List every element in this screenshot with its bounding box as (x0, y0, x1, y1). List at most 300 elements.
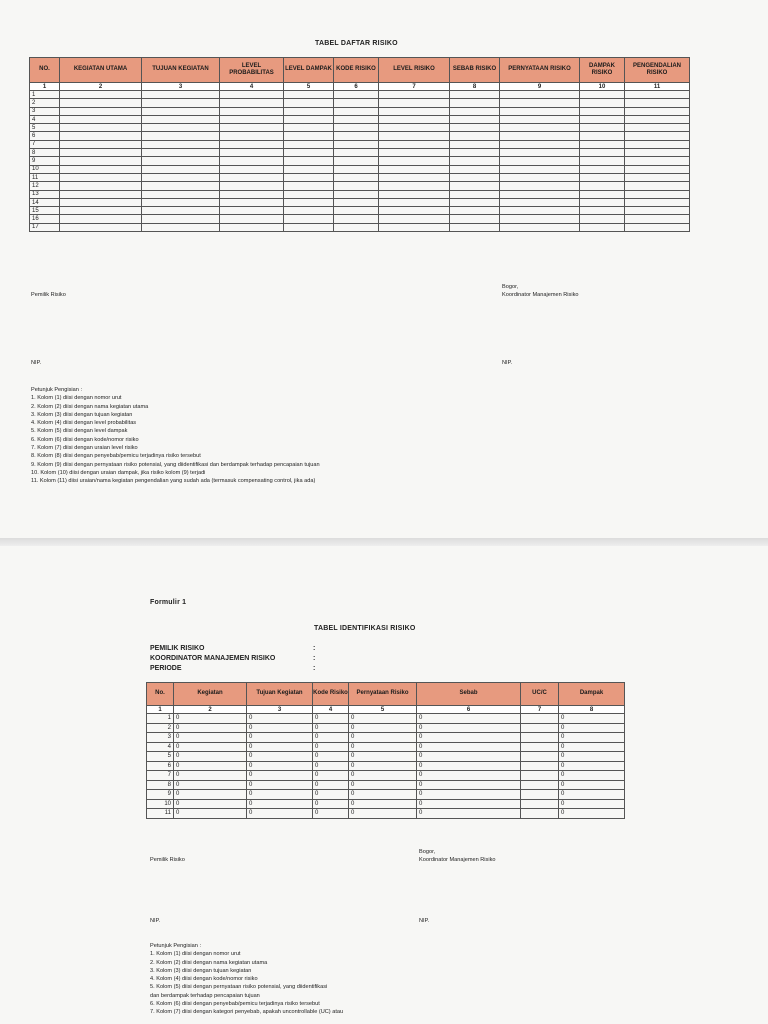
empty-cell (220, 107, 284, 115)
empty-cell (60, 182, 142, 190)
cell-value: 0 (174, 790, 247, 800)
instructions (150, 942, 343, 1017)
header-tujuan-kegiatan: Tujuan Kegiatan (247, 683, 313, 706)
empty-cell (580, 107, 625, 115)
empty-cell (521, 714, 559, 724)
col-number: 6 (417, 706, 521, 714)
empty-cell (334, 149, 379, 157)
cell-value: 0 (417, 733, 521, 743)
empty-cell (284, 107, 334, 115)
table-row (30, 115, 690, 123)
cell-value: 0 (247, 799, 313, 809)
row-number: 11 (147, 809, 174, 819)
empty-cell (580, 207, 625, 215)
nip-coordinator: NIP. (419, 918, 430, 924)
empty-cell (625, 215, 690, 223)
empty-cell (60, 107, 142, 115)
cell-value: 0 (247, 714, 313, 724)
row-number: 7 (30, 140, 60, 148)
empty-cell (625, 190, 690, 198)
table-row (147, 723, 625, 733)
empty-cell (625, 132, 690, 140)
empty-cell (142, 207, 220, 215)
risk-register-table (29, 57, 690, 232)
empty-cell (521, 752, 559, 762)
empty-cell (500, 157, 580, 165)
empty-cell (379, 149, 450, 157)
empty-cell (580, 198, 625, 206)
cell-value: 0 (247, 752, 313, 762)
empty-cell (379, 198, 450, 206)
empty-cell (500, 140, 580, 148)
cell-value: 0 (174, 723, 247, 733)
page-separator (0, 538, 768, 546)
empty-cell (284, 157, 334, 165)
empty-cell (284, 91, 334, 99)
cell-value: 0 (313, 742, 349, 752)
cell-value: 0 (349, 723, 417, 733)
empty-cell (450, 215, 500, 223)
table-row (30, 99, 690, 107)
instruction-line: 5. Kolom (5) diisi dengan level dampak (31, 428, 128, 435)
empty-cell (450, 223, 500, 231)
cell-value: 0 (313, 761, 349, 771)
signature-coordinator-label: Koordinator Manajemen Risiko (419, 857, 496, 863)
table-row (30, 198, 690, 206)
header-kode-risiko: Kode Risiko (313, 683, 349, 706)
cell-value: 0 (349, 771, 417, 781)
empty-cell (284, 165, 334, 173)
header-level-probabilitas: LEVEL PROBABILITAS (220, 58, 284, 83)
empty-cell (60, 215, 142, 223)
table-row (30, 140, 690, 148)
cell-value: 0 (349, 780, 417, 790)
empty-cell (220, 124, 284, 132)
empty-cell (60, 173, 142, 181)
cell-value: 0 (313, 752, 349, 762)
cell-value: 0 (417, 799, 521, 809)
table-row (30, 91, 690, 99)
empty-cell (580, 157, 625, 165)
empty-cell (334, 140, 379, 148)
empty-cell (580, 140, 625, 148)
empty-cell (500, 182, 580, 190)
col-number: 3 (247, 706, 313, 714)
empty-cell (220, 140, 284, 148)
cell-value: 0 (313, 780, 349, 790)
empty-cell (142, 132, 220, 140)
row-number: 4 (147, 742, 174, 752)
empty-cell (334, 165, 379, 173)
empty-cell (284, 190, 334, 198)
empty-cell (625, 173, 690, 181)
col-number: 5 (349, 706, 417, 714)
row-number: 14 (30, 198, 60, 206)
instruction-line: 2. Kolom (2) diisi dengan nama kegiatan utama (150, 959, 268, 966)
empty-cell (334, 198, 379, 206)
empty-cell (142, 140, 220, 148)
empty-cell (142, 124, 220, 132)
empty-cell (284, 198, 334, 206)
table-row (147, 752, 625, 762)
empty-cell (334, 99, 379, 107)
table-title: TABEL IDENTIFIKASI RISIKO (314, 625, 416, 632)
page-identifikasi-risiko (0, 546, 768, 1024)
empty-cell (334, 182, 379, 190)
empty-cell (625, 91, 690, 99)
cell-value: 0 (559, 714, 625, 724)
empty-cell (580, 173, 625, 181)
table-row (30, 173, 690, 181)
empty-cell (450, 173, 500, 181)
header-pernyataan-risiko: PERNYATAAN RISIKO (500, 58, 580, 83)
empty-cell (521, 780, 559, 790)
instructions-title: Petunjuk Pengisian : (150, 943, 201, 949)
row-number: 1 (147, 714, 174, 724)
empty-cell (142, 215, 220, 223)
instruction-line: 5. Kolom (5) diisi dengan pernyataan risiko potensial, yang diidentifikasi (150, 984, 328, 991)
cell-value: 0 (349, 752, 417, 762)
instruction-line: 1. Kolom (1) diisi dengan nomor urut (31, 395, 122, 402)
table-row (30, 182, 690, 190)
cell-value: 0 (247, 723, 313, 733)
empty-cell (142, 182, 220, 190)
col-number: 1 (147, 706, 174, 714)
instruction-line: 8. Kolom (8) diisi dengan penyebab/pemicu terjadinya risiko tersebut (31, 453, 201, 460)
field-separator: : (313, 645, 316, 652)
cell-value: 0 (417, 780, 521, 790)
col-number: 7 (521, 706, 559, 714)
row-number: 1 (30, 91, 60, 99)
header-level-risiko: LEVEL RISIKO (379, 58, 450, 83)
instruction-line: 10. Kolom (10) diisi dengan uraian dampak, jika risiko kolom (9) terjadi (31, 469, 206, 476)
cell-value: 0 (174, 771, 247, 781)
empty-cell (60, 165, 142, 173)
cell-value: 0 (559, 742, 625, 752)
row-number: 17 (30, 223, 60, 231)
empty-cell (500, 223, 580, 231)
empty-cell (450, 99, 500, 107)
empty-cell (500, 207, 580, 215)
empty-cell (142, 190, 220, 198)
instruction-line: 7. Kolom (7) diisi dengan uraian level risiko (31, 445, 138, 452)
empty-cell (521, 742, 559, 752)
cell-value: 0 (417, 790, 521, 800)
empty-cell (500, 165, 580, 173)
empty-cell (521, 790, 559, 800)
row-number: 2 (147, 723, 174, 733)
col-number: 11 (625, 83, 690, 91)
col-number: 3 (142, 83, 220, 91)
header-kegiatan-utama: KEGIATAN UTAMA (60, 58, 142, 83)
table-row (147, 733, 625, 743)
cell-value: 0 (559, 733, 625, 743)
empty-cell (220, 149, 284, 157)
form-label: Formulir 1 (150, 599, 187, 606)
row-number: 9 (147, 790, 174, 800)
empty-cell (284, 115, 334, 123)
cell-value: 0 (417, 714, 521, 724)
empty-cell (60, 132, 142, 140)
empty-cell (284, 149, 334, 157)
empty-cell (625, 223, 690, 231)
cell-value: 0 (417, 809, 521, 819)
empty-cell (580, 182, 625, 190)
instruction-line: 1. Kolom (1) diisi dengan nomor urut (150, 951, 241, 958)
cell-value: 0 (559, 771, 625, 781)
table-row (147, 809, 625, 819)
table-row (147, 742, 625, 752)
empty-cell (60, 124, 142, 132)
row-number: 11 (30, 173, 60, 181)
cell-value: 0 (247, 780, 313, 790)
empty-cell (60, 149, 142, 157)
table-row (30, 207, 690, 215)
cell-value: 0 (349, 761, 417, 771)
row-number: 12 (30, 182, 60, 190)
table-row (147, 790, 625, 800)
cell-value: 0 (313, 723, 349, 733)
empty-cell (500, 91, 580, 99)
row-number: 2 (30, 99, 60, 107)
field-separator: : (313, 655, 316, 662)
header-tujuan-kegiatan: TUJUAN KEGIATAN (142, 58, 220, 83)
cell-value: 0 (559, 809, 625, 819)
empty-cell (284, 182, 334, 190)
empty-cell (625, 198, 690, 206)
empty-cell (500, 124, 580, 132)
cell-value: 0 (174, 780, 247, 790)
empty-cell (220, 91, 284, 99)
instruction-line: 11. Kolom (11) diisi uraian/nama kegiatan pengendalian yang sudah ada (termasuk compensating control, jika ada) (31, 478, 316, 485)
cell-value: 0 (559, 790, 625, 800)
cell-value: 0 (559, 761, 625, 771)
table-row (30, 124, 690, 132)
cell-value: 0 (417, 752, 521, 762)
empty-cell (625, 124, 690, 132)
empty-cell (220, 115, 284, 123)
empty-cell (580, 115, 625, 123)
empty-cell (220, 173, 284, 181)
empty-cell (142, 198, 220, 206)
empty-cell (334, 207, 379, 215)
empty-cell (284, 207, 334, 215)
empty-cell (450, 207, 500, 215)
empty-cell (450, 124, 500, 132)
table-row (147, 714, 625, 724)
table-title: TABEL DAFTAR RISIKO (315, 40, 398, 47)
col-number: 6 (334, 83, 379, 91)
empty-cell (60, 140, 142, 148)
header-dampak-risiko: DAMPAK RISIKO (580, 58, 625, 83)
table-row (147, 799, 625, 809)
empty-cell (625, 207, 690, 215)
empty-cell (625, 140, 690, 148)
row-number: 6 (147, 761, 174, 771)
col-number: 7 (379, 83, 450, 91)
empty-cell (379, 132, 450, 140)
form-field-separators (313, 644, 315, 674)
empty-cell (284, 140, 334, 148)
empty-cell (220, 165, 284, 173)
empty-cell (60, 190, 142, 198)
row-number: 15 (30, 207, 60, 215)
cell-value: 0 (313, 799, 349, 809)
cell-value: 0 (247, 742, 313, 752)
nip-owner: NIP. (31, 360, 42, 366)
empty-cell (60, 223, 142, 231)
cell-value: 0 (349, 733, 417, 743)
empty-cell (142, 149, 220, 157)
nip-coordinator: NIP. (502, 360, 513, 366)
empty-cell (450, 107, 500, 115)
signature-city: Bogor, (502, 284, 519, 290)
empty-cell (60, 198, 142, 206)
empty-cell (60, 115, 142, 123)
empty-cell (334, 190, 379, 198)
cell-value: 0 (247, 809, 313, 819)
instruction-line: 3. Kolom (3) diisi dengan tujuan kegiatan (150, 967, 252, 974)
signature-city: Bogor, (419, 849, 436, 855)
cell-value: 0 (349, 714, 417, 724)
header-level-dampak: LEVEL DAMPAK (284, 58, 334, 83)
cell-value: 0 (349, 742, 417, 752)
header-no: No. (147, 683, 174, 706)
empty-cell (379, 115, 450, 123)
empty-cell (450, 190, 500, 198)
empty-cell (521, 733, 559, 743)
empty-cell (580, 132, 625, 140)
cell-value: 0 (247, 733, 313, 743)
empty-cell (379, 182, 450, 190)
empty-cell (580, 149, 625, 157)
empty-cell (284, 132, 334, 140)
signature-owner-label: Pemilik Risiko (150, 857, 185, 863)
cell-value: 0 (417, 742, 521, 752)
instruction-line: 4. Kolom (4) diisi dengan level probabilitas (31, 420, 137, 427)
empty-cell (284, 124, 334, 132)
empty-cell (450, 132, 500, 140)
row-number: 9 (30, 157, 60, 165)
header-dampak: Dampak (559, 683, 625, 706)
cell-value: 0 (349, 790, 417, 800)
cell-value: 0 (247, 771, 313, 781)
field-periode: PERIODE (150, 665, 182, 672)
empty-cell (521, 809, 559, 819)
empty-cell (220, 223, 284, 231)
instructions-title: Petunjuk Pengisian : (31, 387, 82, 393)
empty-cell (521, 799, 559, 809)
instruction-line: 4. Kolom (4) diisi dengan kode/nomor risiko (150, 976, 258, 983)
col-number: 10 (580, 83, 625, 91)
empty-cell (220, 198, 284, 206)
table-row (30, 107, 690, 115)
empty-cell (580, 190, 625, 198)
cell-value: 0 (313, 733, 349, 743)
form-fields (150, 644, 275, 674)
empty-cell (580, 99, 625, 107)
empty-cell (500, 107, 580, 115)
empty-cell (60, 157, 142, 165)
row-number: 13 (30, 190, 60, 198)
empty-cell (500, 190, 580, 198)
instruction-line: 3. Kolom (3) diisi dengan tujuan kegiatan (31, 411, 133, 418)
empty-cell (142, 223, 220, 231)
empty-cell (142, 157, 220, 165)
field-koordinator: KOORDINATOR MANAJEMEN RISIKO (150, 655, 276, 662)
row-number: 8 (147, 780, 174, 790)
empty-cell (220, 207, 284, 215)
field-separator: : (313, 665, 316, 672)
empty-cell (450, 157, 500, 165)
empty-cell (220, 190, 284, 198)
cell-value: 0 (174, 799, 247, 809)
empty-cell (379, 157, 450, 165)
empty-cell (625, 165, 690, 173)
cell-value: 0 (559, 799, 625, 809)
nip-owner: NIP. (150, 918, 161, 924)
table-row (30, 190, 690, 198)
table-row (30, 215, 690, 223)
empty-cell (379, 215, 450, 223)
row-number: 10 (30, 165, 60, 173)
cell-value: 0 (559, 780, 625, 790)
cell-value: 0 (247, 761, 313, 771)
empty-cell (580, 215, 625, 223)
table-row (30, 223, 690, 231)
cell-value: 0 (349, 809, 417, 819)
instruction-line: 9. Kolom (9) diisi dengan pernyataan risiko potensial, yang diidentifikasi dan berdampak terhadap pencapaian tujuan (31, 461, 320, 468)
cell-value: 0 (349, 799, 417, 809)
empty-cell (284, 173, 334, 181)
instruction-line: dan berdampak terhadap pencapaian tujuan (150, 992, 260, 999)
empty-cell (450, 91, 500, 99)
empty-cell (450, 140, 500, 148)
empty-cell (450, 198, 500, 206)
cell-value: 0 (247, 790, 313, 800)
header-sebab-risiko: SEBAB RISIKO (450, 58, 500, 83)
row-number: 16 (30, 215, 60, 223)
empty-cell (60, 91, 142, 99)
signature-owner-label: Pemilik Risiko (31, 292, 66, 298)
empty-cell (142, 165, 220, 173)
empty-cell (379, 124, 450, 132)
empty-cell (625, 157, 690, 165)
empty-cell (450, 115, 500, 123)
empty-cell (334, 223, 379, 231)
empty-cell (580, 91, 625, 99)
empty-cell (379, 190, 450, 198)
empty-cell (334, 215, 379, 223)
empty-cell (220, 157, 284, 165)
instruction-line: 6. Kolom (6) diisi dengan penyebab/pemicu terjadinya risiko tersebut (150, 1001, 320, 1008)
cell-value: 0 (417, 771, 521, 781)
empty-cell (450, 165, 500, 173)
cell-value: 0 (559, 723, 625, 733)
empty-cell (379, 173, 450, 181)
cell-value: 0 (174, 714, 247, 724)
empty-cell (220, 182, 284, 190)
empty-cell (625, 115, 690, 123)
cell-value: 0 (174, 733, 247, 743)
empty-cell (625, 182, 690, 190)
empty-cell (334, 91, 379, 99)
row-number: 10 (147, 799, 174, 809)
field-pemilik-risiko: PEMILIK RISIKO (150, 645, 205, 652)
risk-identification-table (146, 682, 625, 819)
cell-value: 0 (559, 752, 625, 762)
empty-cell (284, 215, 334, 223)
